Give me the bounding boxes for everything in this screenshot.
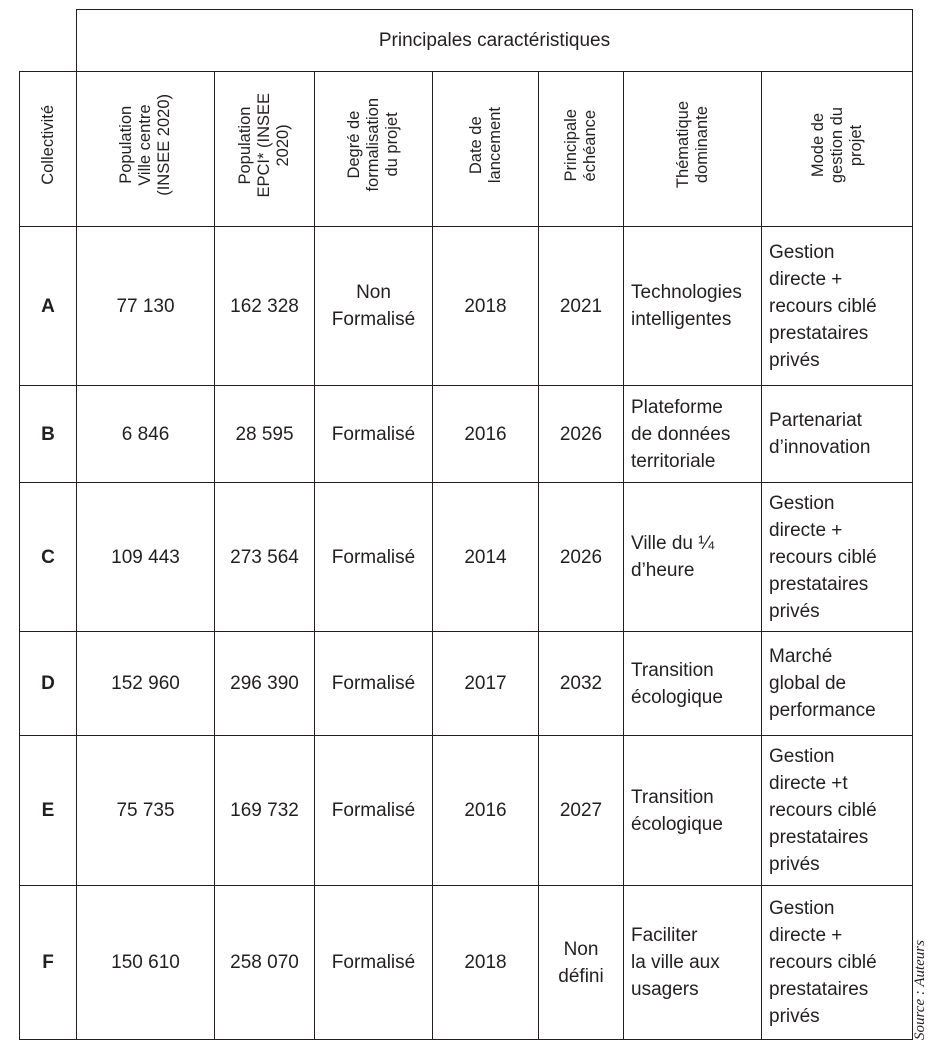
cell-pop-ville: 77 130: [77, 227, 215, 386]
col-header-pop-epci: [215, 72, 315, 227]
table-row: [20, 736, 913, 886]
cell-formalisation: Formalisé: [315, 632, 433, 736]
cell-collectivite: E: [20, 736, 77, 886]
cell-formalisation: Non Formalisé: [315, 227, 433, 386]
cell-thematique: Transition écologique: [624, 632, 762, 736]
cell-pop-epci: 28 595: [215, 386, 315, 483]
cell-echeance: 2021: [539, 227, 624, 386]
cell-formalisation: Formalisé: [315, 736, 433, 886]
col-header-label: Date de lancement: [466, 106, 504, 184]
table-row: [20, 227, 913, 386]
cell-formalisation: Formalisé: [315, 483, 433, 632]
cell-lancement: 2014: [433, 483, 539, 632]
cell-echeance: 2026: [539, 483, 624, 632]
cell-gestion: Marché global de performance: [762, 632, 913, 736]
cell-echeance: Non défini: [539, 886, 624, 1040]
col-header-formalisation: [315, 72, 433, 227]
col-header-label: Population Ville centre (INSEE 2020): [117, 94, 173, 196]
cell-echeance: 2032: [539, 632, 624, 736]
cell-formalisation: Formalisé: [315, 886, 433, 1040]
cell-collectivite: B: [20, 386, 77, 483]
cell-gestion: Gestion directe +t recours ciblé prestataires privés: [762, 736, 913, 886]
cell-lancement: 2016: [433, 736, 539, 886]
corner-cell: [20, 10, 77, 72]
cell-formalisation: Formalisé: [315, 386, 433, 483]
cell-thematique: Transition écologique: [624, 736, 762, 886]
col-header-pop-ville: [77, 72, 215, 227]
cell-gestion: Gestion directe + recours ciblé prestataires privés: [762, 227, 913, 386]
cell-echeance: 2026: [539, 386, 624, 483]
col-header-label: Population EPCI* (INSEE 2020): [236, 92, 292, 198]
col-header-label: Degré de formalisation du projet: [345, 98, 401, 192]
cell-pop-ville: 150 610: [77, 886, 215, 1040]
cell-pop-epci: 273 564: [215, 483, 315, 632]
cell-pop-epci: 258 070: [215, 886, 315, 1040]
cell-pop-ville: 152 960: [77, 632, 215, 736]
cell-pop-ville: 75 735: [77, 736, 215, 886]
group-header: Principales caractéristiques: [77, 10, 913, 72]
cell-pop-ville: 6 846: [77, 386, 215, 483]
cell-echeance: 2027: [539, 736, 624, 886]
cell-lancement: 2016: [433, 386, 539, 483]
characteristics-table: [19, 9, 913, 1040]
cell-thematique: Plateforme de données territoriale: [624, 386, 762, 483]
cell-thematique: Technologies intelligentes: [624, 227, 762, 386]
cell-collectivite: C: [20, 483, 77, 632]
col-header-lancement: [433, 72, 539, 227]
table-row: [20, 386, 913, 483]
cell-pop-epci: 296 390: [215, 632, 315, 736]
table-row: [20, 886, 913, 1040]
table-row: [20, 483, 913, 632]
col-header-label: Collectivité: [38, 105, 57, 185]
cell-lancement: 2017: [433, 632, 539, 736]
col-header-label: Mode de gestion du projet: [808, 106, 865, 184]
col-header-label: Thématique dominante: [673, 101, 711, 189]
cell-collectivite: A: [20, 227, 77, 386]
col-header-label: Principale échéance: [562, 108, 599, 182]
cell-pop-epci: 162 328: [215, 227, 315, 386]
col-header-collectivite: [20, 72, 77, 227]
cell-thematique: Ville du ¼ d’heure: [624, 483, 762, 632]
cell-collectivite: D: [20, 632, 77, 736]
cell-pop-ville: 109 443: [77, 483, 215, 632]
col-header-echeance: [539, 72, 624, 227]
cell-collectivite: F: [20, 886, 77, 1040]
cell-gestion: Partenariat d’innovation: [762, 386, 913, 483]
source-caption: Source : Auteurs: [912, 940, 928, 1040]
cell-lancement: 2018: [433, 886, 539, 1040]
cell-pop-epci: 169 732: [215, 736, 315, 886]
cell-gestion: Gestion directe + recours ciblé prestataires privés: [762, 886, 913, 1040]
table-row: [20, 632, 913, 736]
cell-gestion: Gestion directe + recours ciblé prestataires privés: [762, 483, 913, 632]
col-header-gestion: [762, 72, 913, 227]
cell-thematique: Faciliter la ville aux usagers: [624, 886, 762, 1040]
cell-lancement: 2018: [433, 227, 539, 386]
col-header-thematique: [624, 72, 762, 227]
